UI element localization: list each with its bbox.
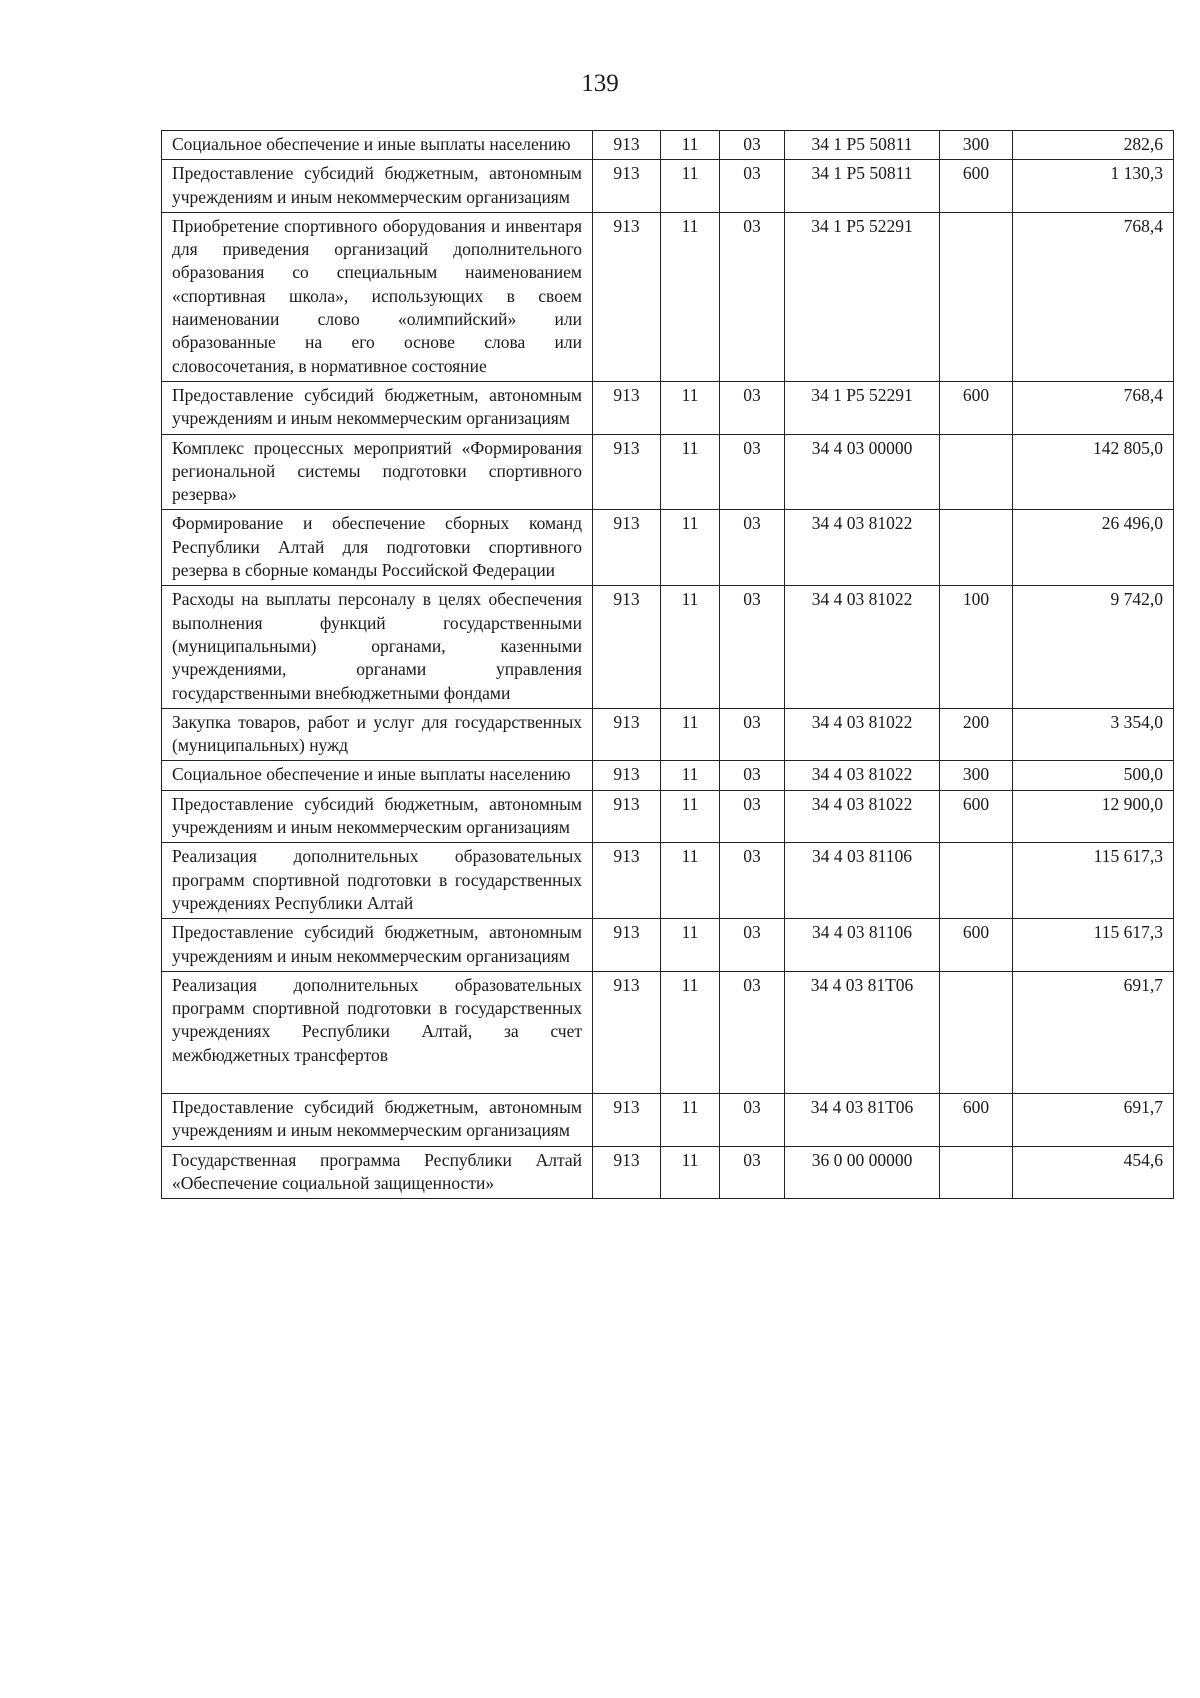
target-article-code: 36 0 00 00000 bbox=[785, 1146, 940, 1199]
amount: 3 354,0 bbox=[1013, 708, 1174, 761]
target-article-code: 34 4 03 00000 bbox=[785, 434, 940, 510]
section-code: 11 bbox=[661, 1093, 720, 1146]
item-name: Предоставление субсидий бюджетным, автономным учреждениям и иным некоммерческим организациям bbox=[162, 1093, 593, 1146]
target-article-code: 34 4 03 81022 bbox=[785, 510, 940, 586]
ministry-code: 913 bbox=[593, 381, 661, 434]
target-article-code: 34 4 03 81Т06 bbox=[785, 1093, 940, 1146]
ministry-code: 913 bbox=[593, 761, 661, 790]
subsection-code: 03 bbox=[720, 381, 785, 434]
subsection-code: 03 bbox=[720, 510, 785, 586]
subsection-code: 03 bbox=[720, 1093, 785, 1146]
amount: 500,0 bbox=[1013, 761, 1174, 790]
section-code: 11 bbox=[661, 510, 720, 586]
table-row bbox=[162, 919, 1174, 972]
page-number: 139 bbox=[581, 70, 619, 97]
item-name: Предоставление субсидий бюджетным, автономным учреждениям и иным некоммерческим организациям bbox=[162, 160, 593, 213]
amount: 454,6 bbox=[1013, 1146, 1174, 1199]
expense-type-code bbox=[940, 434, 1013, 510]
target-article-code: 34 4 03 81022 bbox=[785, 790, 940, 843]
table-row bbox=[162, 843, 1174, 919]
amount: 115 617,3 bbox=[1013, 919, 1174, 972]
table-row bbox=[162, 586, 1174, 708]
amount: 282,6 bbox=[1013, 131, 1174, 160]
section-code: 11 bbox=[661, 761, 720, 790]
ministry-code: 913 bbox=[593, 586, 661, 708]
target-article-code: 34 4 03 81022 bbox=[785, 761, 940, 790]
ministry-code: 913 bbox=[593, 160, 661, 213]
amount: 9 742,0 bbox=[1013, 586, 1174, 708]
amount: 768,4 bbox=[1013, 381, 1174, 434]
subsection-code: 03 bbox=[720, 131, 785, 160]
section-code: 11 bbox=[661, 160, 720, 213]
target-article-code: 34 4 03 81106 bbox=[785, 843, 940, 919]
expense-type-code bbox=[940, 212, 1013, 381]
item-name: Приобретение спортивного оборудования и инвентаря для приведения организаций дополнительного образования со специальным наименованием «спортивная школа», использующих в своем наименовании слово «олимпийский» или образованные на его основе слова или словосочетания, в нормативное состояние bbox=[162, 212, 593, 381]
ministry-code: 913 bbox=[593, 971, 661, 1093]
ministry-code: 913 bbox=[593, 131, 661, 160]
table-row bbox=[162, 510, 1174, 586]
ministry-code: 913 bbox=[593, 1093, 661, 1146]
target-article-code: 34 4 03 81022 bbox=[785, 586, 940, 708]
subsection-code: 03 bbox=[720, 586, 785, 708]
subsection-code: 03 bbox=[720, 434, 785, 510]
item-name: Предоставление субсидий бюджетным, автономным учреждениям и иным некоммерческим организациям bbox=[162, 919, 593, 972]
ministry-code: 913 bbox=[593, 510, 661, 586]
amount: 1 130,3 bbox=[1013, 160, 1174, 213]
section-code: 11 bbox=[661, 212, 720, 381]
ministry-code: 913 bbox=[593, 708, 661, 761]
amount: 768,4 bbox=[1013, 212, 1174, 381]
table-row bbox=[162, 212, 1174, 381]
subsection-code: 03 bbox=[720, 708, 785, 761]
ministry-code: 913 bbox=[593, 843, 661, 919]
expense-type-code: 600 bbox=[940, 381, 1013, 434]
expense-type-code: 200 bbox=[940, 708, 1013, 761]
subsection-code: 03 bbox=[720, 761, 785, 790]
table-row bbox=[162, 790, 1174, 843]
section-code: 11 bbox=[661, 586, 720, 708]
amount: 12 900,0 bbox=[1013, 790, 1174, 843]
subsection-code: 03 bbox=[720, 790, 785, 843]
item-name: Государственная программа Республики Алтай «Обеспечение социальной защищенности» bbox=[162, 1146, 593, 1199]
table-row bbox=[162, 381, 1174, 434]
section-code: 11 bbox=[661, 919, 720, 972]
item-name: Социальное обеспечение и иные выплаты населению bbox=[162, 131, 593, 160]
table-row bbox=[162, 1093, 1174, 1146]
ministry-code: 913 bbox=[593, 212, 661, 381]
section-code: 11 bbox=[661, 971, 720, 1093]
table-row bbox=[162, 131, 1174, 160]
target-article-code: 34 4 03 81Т06 bbox=[785, 971, 940, 1093]
item-name: Закупка товаров, работ и услуг для государственных (муниципальных) нужд bbox=[162, 708, 593, 761]
expense-type-code bbox=[940, 843, 1013, 919]
target-article-code: 34 1 Р5 52291 bbox=[785, 212, 940, 381]
item-name: Формирование и обеспечение сборных команд Республики Алтай для подготовки спортивного резерва в сборные команды Российской Федерации bbox=[162, 510, 593, 586]
table-row bbox=[162, 434, 1174, 510]
expense-type-code: 600 bbox=[940, 790, 1013, 843]
expense-type-code bbox=[940, 971, 1013, 1093]
subsection-code: 03 bbox=[720, 1146, 785, 1199]
expense-type-code: 600 bbox=[940, 919, 1013, 972]
subsection-code: 03 bbox=[720, 843, 785, 919]
section-code: 11 bbox=[661, 131, 720, 160]
amount: 691,7 bbox=[1013, 971, 1174, 1093]
expense-type-code: 600 bbox=[940, 1093, 1013, 1146]
table-row bbox=[162, 761, 1174, 790]
table-row bbox=[162, 971, 1174, 1093]
ministry-code: 913 bbox=[593, 919, 661, 972]
target-article-code: 34 4 03 81106 bbox=[785, 919, 940, 972]
table-row bbox=[162, 160, 1174, 213]
subsection-code: 03 bbox=[720, 971, 785, 1093]
amount: 26 496,0 bbox=[1013, 510, 1174, 586]
table-row bbox=[162, 1146, 1174, 1199]
section-code: 11 bbox=[661, 708, 720, 761]
section-code: 11 bbox=[661, 381, 720, 434]
expense-type-code: 300 bbox=[940, 761, 1013, 790]
target-article-code: 34 4 03 81022 bbox=[785, 708, 940, 761]
ministry-code: 913 bbox=[593, 434, 661, 510]
section-code: 11 bbox=[661, 1146, 720, 1199]
ministry-code: 913 bbox=[593, 790, 661, 843]
item-name: Предоставление субсидий бюджетным, автономным учреждениям и иным некоммерческим организациям bbox=[162, 790, 593, 843]
ministry-code: 913 bbox=[593, 1146, 661, 1199]
subsection-code: 03 bbox=[720, 212, 785, 381]
target-article-code: 34 1 Р5 52291 bbox=[785, 381, 940, 434]
item-name: Реализация дополнительных образовательных программ спортивной подготовки в государственных учреждениях Республики Алтай, за счет межбюджетных трансфертов bbox=[162, 971, 593, 1093]
amount: 691,7 bbox=[1013, 1093, 1174, 1146]
target-article-code: 34 1 Р5 50811 bbox=[785, 160, 940, 213]
item-name: Предоставление субсидий бюджетным, автономным учреждениям и иным некоммерческим организациям bbox=[162, 381, 593, 434]
target-article-code: 34 1 Р5 50811 bbox=[785, 131, 940, 160]
item-name: Комплекс процессных мероприятий «Формирования региональной системы подготовки спортивного резерва» bbox=[162, 434, 593, 510]
expense-type-code: 100 bbox=[940, 586, 1013, 708]
expense-type-code bbox=[940, 1146, 1013, 1199]
item-name: Расходы на выплаты персоналу в целях обеспечения выполнения функций государственными (муниципальными) органами, казенными учреждениями, органами управления государственными внебюджетными фондами bbox=[162, 586, 593, 708]
item-name: Социальное обеспечение и иные выплаты населению bbox=[162, 761, 593, 790]
subsection-code: 03 bbox=[720, 160, 785, 213]
expense-type-code bbox=[940, 510, 1013, 586]
expense-type-code: 300 bbox=[940, 131, 1013, 160]
section-code: 11 bbox=[661, 790, 720, 843]
amount: 115 617,3 bbox=[1013, 843, 1174, 919]
item-name: Реализация дополнительных образовательных программ спортивной подготовки в государственных учреждениях Республики Алтай bbox=[162, 843, 593, 919]
section-code: 11 bbox=[661, 843, 720, 919]
subsection-code: 03 bbox=[720, 919, 785, 972]
budget-table bbox=[161, 130, 1174, 1199]
section-code: 11 bbox=[661, 434, 720, 510]
expense-type-code: 600 bbox=[940, 160, 1013, 213]
table-row bbox=[162, 708, 1174, 761]
amount: 142 805,0 bbox=[1013, 434, 1174, 510]
